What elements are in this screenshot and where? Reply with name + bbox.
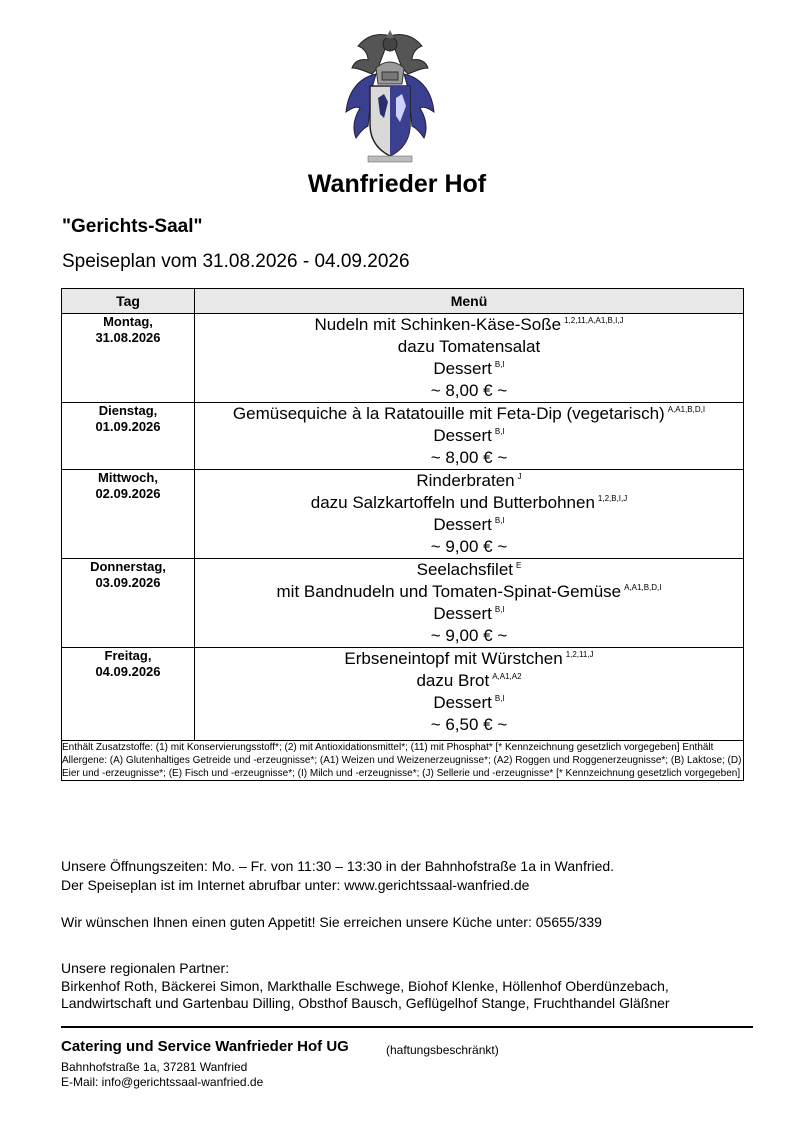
- email-address: E-Mail: info@gerichtssaal-wanfried.de: [61, 1075, 264, 1089]
- dish-line: Erbseneintopf mit Würstchen $^{1,2,11,J}$: [344, 649, 594, 668]
- coat-of-arms-logo: [338, 28, 442, 168]
- table-header-row: [62, 289, 744, 314]
- price: ~ 8,00 € ~: [430, 448, 508, 467]
- menu-rows: [62, 314, 744, 781]
- allergen-codes: E: [516, 561, 522, 570]
- allergen-codes: A,A1,B,D,I: [624, 583, 662, 592]
- table-row: [62, 403, 744, 470]
- street-address: Bahnhofstraße 1a, 37281 Wanfried: [61, 1060, 248, 1074]
- dish-cell: [195, 648, 744, 741]
- dish-line: Dessert $^{B,I}$: [433, 604, 505, 623]
- partners-line: Landwirtschaft und Gartenbau Dilling, Obsthof Bausch, Geflügelhof Stange, Fruchthandel Gläßner: [61, 995, 670, 1011]
- day-cell: [62, 403, 195, 470]
- price: ~ 9,00 € ~: [430, 537, 508, 556]
- allergen-codes: J: [517, 472, 522, 481]
- appetite-contact: Wir wünschen Ihnen einen guten Appetit! Sie erreichen unsere Küche unter: 05655/339: [61, 914, 602, 930]
- price: ~ 6,50 € ~: [430, 715, 508, 734]
- allergen-codes: B,I: [494, 360, 505, 369]
- day-cell: [62, 648, 195, 741]
- legend-row: [62, 741, 744, 781]
- menu-table: [61, 288, 744, 781]
- allergen-codes: B,I: [494, 516, 505, 525]
- venue-subtitle: "Gerichts-Saal": [62, 216, 203, 237]
- table-row: [62, 559, 744, 648]
- menu-period: Speiseplan vom 31.08.2026 - 04.09.2026: [62, 251, 410, 272]
- allergen-codes: A,A1,B,D,I: [667, 405, 706, 414]
- partners-line: Birkenhof Roth, Bäckerei Simon, Markthalle Eschwege, Biohof Klenke, Höllenhof Oberdünzebach,: [61, 978, 669, 994]
- dish-line: Dessert $^{B,I}$: [433, 515, 505, 534]
- dish-line: Rinderbraten $^J$: [416, 471, 522, 490]
- dish-line: dazu Salzkartoffeln und Butterbohnen $^{1,2,B,I,J}$: [310, 493, 628, 512]
- dish-line: Seelachsfilet $^E$: [416, 560, 522, 579]
- weekday: Dienstag,: [98, 403, 158, 418]
- allergen-codes: A,A1,A2: [492, 672, 522, 681]
- price: ~ 9,00 € ~: [430, 626, 508, 645]
- opening-hours: Unsere Öffnungszeiten: Mo. – Fr. von 11:30 – 13:30 in der Bahnhofstraße 1a in Wanfried.: [61, 858, 615, 874]
- online-notice: Der Speiseplan ist im Internet abrufbar unter: www.gerichtssaal-wanfried.de: [61, 877, 530, 893]
- dish-line: Nudeln mit Schinken-Käse-Soße $^{1,2,11,A,A1,B,I,J}$: [314, 315, 624, 334]
- table-row: [62, 648, 744, 741]
- date: 04.09.2026: [95, 664, 161, 679]
- weekday: Montag,: [103, 314, 153, 329]
- allergen-codes: 1,2,11,J: [565, 650, 594, 659]
- weekday: Mittwoch,: [98, 470, 158, 485]
- day-cell: [62, 470, 195, 559]
- footer-divider: [61, 1026, 753, 1028]
- date: 03.09.2026: [95, 575, 161, 590]
- dish-line: mit Bandnudeln und Tomaten-Spinat-Gemüse $^{A,A1,B,D,I}$: [276, 582, 662, 601]
- dish-line: Dessert $^{B,I}$: [433, 426, 505, 445]
- allergen-codes: 1,2,B,I,J: [597, 494, 628, 503]
- dish-line: dazu Tomatensalat: [397, 337, 541, 356]
- table-row: [62, 314, 744, 403]
- dish-line: Dessert $^{B,I}$: [433, 693, 505, 712]
- allergen-codes: 1,2,11,A,A1,B,I,J: [564, 316, 624, 325]
- date: 31.08.2026: [95, 330, 161, 345]
- price: ~ 8,00 € ~: [430, 381, 508, 400]
- column-header-menu: Menü: [195, 289, 744, 314]
- dish-cell: [195, 470, 744, 559]
- partners-title: Unsere regionalen Partner:: [61, 960, 230, 976]
- company-legal-form: (haftungsbeschränkt): [386, 1043, 499, 1057]
- weekday: Freitag,: [104, 648, 152, 663]
- weekday: Donnerstag,: [90, 559, 166, 574]
- dish-line: Gemüsequiche à la Ratatouille mit Feta-Dip (vegetarisch) $^{A,A1,B,D,I}$: [232, 404, 706, 423]
- date: 02.09.2026: [95, 486, 161, 501]
- day-cell: [62, 314, 195, 403]
- dish-line: dazu Brot $^{A,A1,A2}$: [416, 671, 522, 690]
- company-name: Catering und Service Wanfrieder Hof UG: [61, 1038, 349, 1055]
- allergen-codes: B,I: [494, 427, 505, 436]
- column-header-day: Tag: [62, 289, 195, 314]
- additives-allergens-legend: Enthält Zusatzstoffe: (1) mit Konservierungsstoff*; (2) mit Antioxidationsmittel*; (11) mit Phosphat* [* Kennzeichnung gesetzlich vorgegeben] Enthält Allergene: (A) Glutenhaltiges Getreide und -erzeugnisse*; (A1) Weizen und Weizenerzeugnisse*; (A2) Roggen und Roggenerzeugnisse*; (B) Laktose; (D) Eier und -erzeugnisse*; (E) Fisch und -erzeugnisse*; (I) Milch und -erzeugnisse*; (J) Sellerie und -erzeugnisse* [* Kennzeichnung gesetzlich vorgegeben]: [62, 741, 744, 781]
- company-address: [61, 1060, 263, 1090]
- allergen-codes: B,I: [494, 694, 505, 703]
- dish-cell: [195, 559, 744, 648]
- dish-cell: [195, 314, 744, 403]
- page-title: Wanfrieder Hof: [307, 170, 487, 198]
- allergen-codes: B,I: [494, 605, 505, 614]
- table-row: [62, 470, 744, 559]
- day-cell: [62, 559, 195, 648]
- dish-line: Dessert $^{B,I}$: [433, 359, 505, 378]
- date: 01.09.2026: [95, 419, 161, 434]
- dish-cell: [195, 403, 744, 470]
